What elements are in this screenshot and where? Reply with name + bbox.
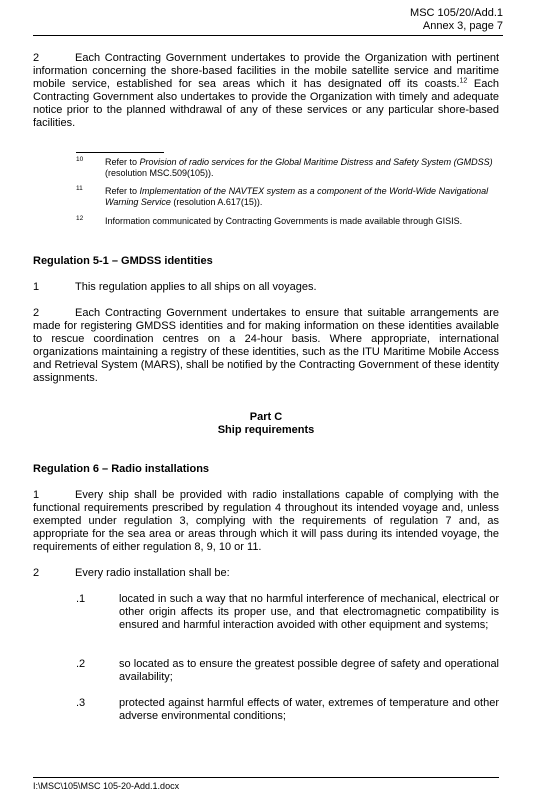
paragraph-text: Every radio installation shall be: [75,567,230,579]
paragraph-number: 2 [33,567,40,579]
list-item-text: protected against harmful effects of water, extremes of temperature and other adverse environmental conditions; [119,697,499,722]
paragraph-shore-facilities [33,52,499,130]
paragraph-number: 2 [33,52,40,64]
page-reference: Annex 3, page 7 [422,20,503,32]
list-item-text: so located as to ensure the greatest possible degree of safety and operational availability; [119,658,499,683]
part-subtitle: Ship requirements [217,424,315,436]
paragraph-text-continued: Each Contracting Government also undertakes to provide the Organization with timely and adequate notice prior to the planned withdrawal of any of these services or any particular shore-based facilities. [33,78,499,129]
footnote-text: Refer to [105,186,140,196]
part-title: Part C [249,411,283,423]
footnote-text: Information communicated by Contracting Governments is made available through GISIS. [105,216,463,226]
list-item-number: .3 [76,697,86,709]
regulation-5-1-paragraph-2 [33,307,499,385]
list-item-number: .2 [76,658,86,670]
regulation-6-paragraph-1 [33,489,499,554]
footnote-separator [76,152,164,153]
footnote [76,216,500,227]
paragraph-number: 1 [33,489,40,501]
document-id: MSC 105/20/Add.1 [410,7,503,19]
paragraph-text: Each Contracting Government undertakes to provide the Organization with pertinent information concerning the shore-based facilities in the mobile satellite service and maritime mobile service, established for sea areas which it has designated off its coasts. [33,52,499,90]
footnote-text: Refer to [105,157,140,167]
paragraph-number: 1 [33,281,40,293]
regulation-5-1-paragraph-1 [33,281,499,294]
regulation-6-heading: Regulation 6 – Radio installations [33,463,210,475]
page-header [410,7,503,33]
list-item-number: .1 [76,593,86,605]
footnote-citation: (resolution MSC.509(105)). [105,168,214,178]
header-rule [33,35,503,36]
paragraph-number: 2 [33,307,40,319]
footnote-reference: 12 [459,77,468,85]
footnote-number: 12 [76,215,84,222]
list-item [33,697,499,723]
footnote-number: 10 [76,156,84,163]
footnote-number: 11 [76,185,83,192]
regulation-5-1-heading: Regulation 5-1 – GMDSS identities [33,255,213,267]
regulation-6-paragraph-2 [33,567,499,580]
footnote [76,157,500,179]
list-item-text: located in such a way that no harmful interference of mechanical, electrical or other origin affects its proper use, and that electromagnetic compatibility is ensured and harmful interaction avoided with other equipment and systems; [119,593,499,631]
paragraph-text: Every ship shall be provided with radio installations capable of complying with the functional requirements prescribed by regulation 4 throughout its intended voyage and, unless exempted under regulation 3, complying with the requirements of regulation 7 and, as appropriate for the sea area or areas through which it will pass during its intended voyage, the requirements of either regulation 8, 9, 10 or 11. [33,489,499,553]
list-item [33,658,499,684]
footnote-title: Provision of radio services for the Global Maritime Distress and Safety System (GMDSS) [139,157,493,167]
list-item [33,593,499,632]
footnote [76,186,500,208]
paragraph-text: This regulation applies to all ships on all voyages. [75,281,317,293]
footnote-title: Implementation of the NAVTEX system as a component of the World-Wide Navigational Warning Service [105,186,489,207]
paragraph-text: Each Contracting Government undertakes to ensure that suitable arrangements are made for registering GMDSS identities and for making information on these identities available to rescue coordination centres on a 24-hour basis. Where appropriate, international organizations maintaining a registry of these identities, such as the ITU Maritime Mobile Access and Retrieval System (MARS), shall be notified by the Contracting Government of these identity assignments. [33,307,499,384]
footnote-citation: (resolution A.617(15)). [170,197,263,207]
file-path-footer: I:\MSC\105\MSC 105-20-Add.1.docx [33,777,499,792]
